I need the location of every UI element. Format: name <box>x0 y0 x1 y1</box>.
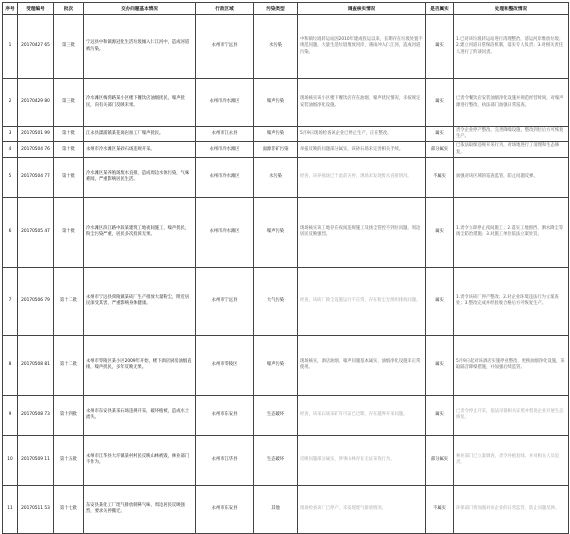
cell-finding: 经查，该养殖场已于此前关停，现场未发现废水直排情况。 <box>298 157 426 197</box>
cell-handling: 环保部门将加强对该企业的日常监管，防止问题反弹。 <box>454 485 569 533</box>
cell-type: 水污染 <box>254 157 298 197</box>
cell-issue: 永州市东安县某采石场违规开采，破坏植被，造成水土流失。 <box>84 395 196 435</box>
cell-type: 水污染 <box>254 15 298 79</box>
cell-no: 10 <box>3 435 18 485</box>
table-row <box>3 395 569 435</box>
complaint-table <box>2 2 569 534</box>
cell-no: 1 <box>3 15 18 79</box>
cell-verified: 属实 <box>426 335 454 395</box>
cell-area: 永州市宁远县 <box>196 15 254 79</box>
cell-type: 生态破坏 <box>254 435 298 485</box>
cell-area: 永州市东安县 <box>196 395 254 435</box>
cell-no: 11 <box>3 485 18 533</box>
cell-verified: 属实 <box>426 15 454 79</box>
cell-handling: 1.已对该垃圾转运站进行清理整治，清运河岸堆放垃圾；2.建立河道日常保洁机制，落实专人负责；3.对相关责任人进行了约谈问责。 <box>454 15 569 79</box>
cell-handling: 5月9日起对该酒店实施停业整改，更换油烟净化设施，采取隔音降噪措施，并加强后续监管。 <box>454 335 569 395</box>
cell-handling: 1.责令该砖厂停产整改；2.对企业环境违法行为立案查处；3.整改完成并经验收合格后方可恢复生产。 <box>454 267 569 335</box>
table-row <box>3 197 569 267</box>
header-code: 受理编号 <box>18 3 54 15</box>
table-row <box>3 485 569 533</box>
cell-batch: 第三批 <box>54 79 84 127</box>
cell-batch: 第十四批 <box>54 395 84 435</box>
cell-finding: 举报反映的问题部分属实，该砂石场未完善相关手续。 <box>298 142 426 157</box>
cell-code: 20170504 77 <box>18 157 54 197</box>
header-no: 序号 <box>3 3 18 15</box>
cell-batch: 第十二批 <box>54 335 84 395</box>
cell-code: 20170506 79 <box>18 267 54 335</box>
table-row <box>3 15 569 79</box>
cell-batch: 第十七批 <box>54 485 84 533</box>
cell-issue: 冷水滩区梅湾路某小区楼下餐饮店油烟扰民，噪声扰民，向有关部门反映未果。 <box>84 79 196 127</box>
table-row <box>3 157 569 197</box>
header-area: 行政区域 <box>196 3 254 15</box>
cell-area: 永州市江华县 <box>196 435 254 485</box>
cell-handling: 已责令停止开采，依法吊销相关证照并督促企业开展生态修复。 <box>454 395 569 435</box>
cell-no: 6 <box>3 197 18 267</box>
cell-verified: 不属实 <box>426 157 454 197</box>
cell-type: 噪声污染 <box>254 127 298 142</box>
table-row <box>3 267 569 335</box>
cell-batch: 第十批 <box>54 127 84 142</box>
cell-finding: 现场核实该工地存在夜间违规施工及扬尘管控不到位问题，周边居民反映强烈。 <box>298 197 426 267</box>
cell-verified: 属实 <box>426 79 454 127</box>
cell-verified: 部分属实 <box>426 435 454 485</box>
cell-batch: 第十二批 <box>54 267 84 335</box>
header-handling: 处理和整改情况 <box>454 3 569 15</box>
cell-handling: 已依法取缔违规开采行为，对场地进行了清理和生态修复。 <box>454 142 569 157</box>
cell-issue: 永州市宁远县舜陵镇某砖厂生产排放大量粉尘，附近居民深受其害，严重影响身体健康。 <box>84 267 196 335</box>
header-issue: 交办问题基本情况 <box>84 3 196 15</box>
cell-handling: 加强对该区域的巡查监管，防止问题反弹。 <box>454 157 569 197</box>
cell-finding: 经查，该砖厂除尘设施运行不正常，存在粉尘无组织排放问题。 <box>298 267 426 335</box>
header-type: 污染类型 <box>254 3 298 15</box>
header-finding: 调查核实情况 <box>298 3 426 15</box>
cell-type: 生态破坏 <box>254 395 298 435</box>
header-batch: 批次 <box>54 3 84 15</box>
cell-verified: 部分属实 <box>426 142 454 157</box>
cell-finding: 现场检查该厂已停产，未发现废气排放情况。 <box>298 485 426 533</box>
cell-no: 7 <box>3 267 18 335</box>
cell-batch: 第三批 <box>54 15 84 79</box>
cell-finding: 反映问题部分属实，涉事山林存在无证采伐行为。 <box>298 435 426 485</box>
header-verified: 是否属实 <box>426 3 454 15</box>
cell-area: 永州市江永县 <box>196 127 254 142</box>
cell-verified: 属实 <box>426 395 454 435</box>
cell-handling: 1.责令立即停止夜间施工；2.落实工地围挡、洒水降尘等扬尘防治措施；3.对施工单位依法立案处罚。 <box>454 197 569 267</box>
cell-handling: 责令企业停产整改，完善降噪设施，整改到位后方可恢复生产。 <box>454 127 569 142</box>
cell-area: 永州市冷水滩区 <box>196 157 254 197</box>
cell-code: 20170505 47 <box>18 197 54 267</box>
cell-type: 其他 <box>254 485 298 533</box>
cell-batch: 第十批 <box>54 197 84 267</box>
cell-finding: 经查，该采石场采矿许可证已过期，存在越界开采问题。 <box>298 395 426 435</box>
cell-code: 20170508 81 <box>18 335 54 395</box>
cell-finding: 现场核实，酒店油烟、噪声问题基本属实，油烟净化设施未正常使用。 <box>298 335 426 395</box>
table-header-row <box>3 3 569 15</box>
cell-issue: 东安县某化工厂废气排放刺鼻气味，周边居民反映强烈，要求关停搬迁。 <box>84 485 196 533</box>
table-row <box>3 335 569 395</box>
cell-issue: 永州市江华县大圩镇某村村民反映山林被毁，林业部门不作为。 <box>84 435 196 485</box>
cell-code: 20170504 76 <box>18 142 54 157</box>
cell-code: 20170429 80 <box>18 79 54 127</box>
cell-no: 3 <box>3 127 18 142</box>
cell-code: 20170509 11 <box>18 435 54 485</box>
cell-no: 5 <box>3 157 18 197</box>
cell-no: 4 <box>3 142 18 157</box>
cell-area: 永州市冷水滩区 <box>196 79 254 127</box>
cell-type: 大气污染 <box>254 267 298 335</box>
cell-issue: 冷水滩区某养殖场废水直排，造成周边水体污染，气味难闻，严重影响居民生活。 <box>84 157 196 197</box>
cell-area: 永州市东安县 <box>196 485 254 533</box>
cell-handling: 林业部门已立案调查，责令补植复绿，并对相关人员追责。 <box>454 435 569 485</box>
cell-area: 永州市宁远县 <box>196 267 254 335</box>
cell-issue: 永州市零陵区某小区2009年开始，楼下酒店厨房油烟直排，噪声扰民，多年反映无果。 <box>84 335 196 395</box>
cell-batch: 第十批 <box>54 157 84 197</box>
cell-verified: 属实 <box>426 267 454 335</box>
cell-code: 20170508 73 <box>18 395 54 435</box>
cell-verified: 不属实 <box>426 485 454 533</box>
cell-handling: 已责令餐饮店安装油烟净化设施并规范经营时间，对噪声源进行整改，执法部门加强日常巡查。 <box>454 79 569 127</box>
cell-code: 20170427 65 <box>18 15 54 79</box>
cell-batch: 第十批 <box>54 142 84 157</box>
cell-area: 永州市冷水滩区 <box>196 142 254 157</box>
cell-verified: 属实 <box>426 197 454 267</box>
cell-code: 20170511 53 <box>18 485 54 533</box>
cell-no: 9 <box>3 395 18 435</box>
cell-type: 噪声污染 <box>254 197 298 267</box>
cell-type: 噪声污染 <box>254 79 298 127</box>
cell-code: 20170501 99 <box>18 127 54 142</box>
cell-area: 永州市零陵区 <box>196 335 254 395</box>
cell-issue: 江永县潇浦镇某花岗岩加工厂噪声扰民。 <box>84 127 196 142</box>
cell-no: 8 <box>3 335 18 395</box>
cell-finding: 现场核实该小区楼下餐饮店存在油烟、噪声扰民情况，未按规定安装油烟净化设施。 <box>298 79 426 127</box>
table-row <box>3 435 569 485</box>
cell-type: 噪声污染 <box>254 335 298 395</box>
cell-verified: 属实 <box>426 127 454 142</box>
cell-finding: 5月9日现场检查该企业已停止生产，正在整改。 <box>298 127 426 142</box>
cell-issue: 永州市冷水滩区某砂石场违规开采。 <box>84 142 196 157</box>
cell-issue: 宁远县中和镇源冠化生活垃圾倾入仁江河中，造成河道被污染。 <box>84 15 196 79</box>
table-row <box>3 142 569 157</box>
cell-issue: 冷水滩区滨江路中段某建筑工地夜间施工，噪声扰民，粉尘污染严重，居民多次投诉无果。 <box>84 197 196 267</box>
table-row <box>3 79 569 127</box>
complaint-table-sheet <box>2 2 568 515</box>
table-row <box>3 127 569 142</box>
cell-area: 永州市冷水滩区 <box>196 197 254 267</box>
cell-type: 面源非矿污染 <box>254 142 298 157</box>
cell-batch: 第十五批 <box>54 435 84 485</box>
cell-finding: 中和镇垃圾转运站因2010年建成投运以来，长期存在垃圾处置不规范问题，大量生活垃圾堆放河岸，遇雨冲入仁江河，造成河道污染。 <box>298 15 426 79</box>
cell-no: 2 <box>3 79 18 127</box>
